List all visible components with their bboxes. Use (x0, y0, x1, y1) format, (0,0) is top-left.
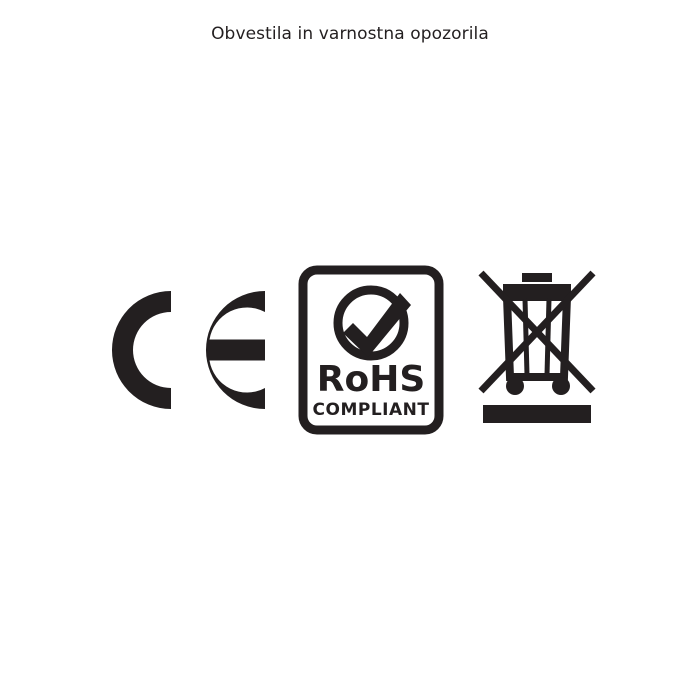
ce-marking-icon (99, 275, 269, 425)
rohs-compliant-icon (297, 265, 445, 435)
weee-mark (473, 265, 601, 435)
compliance-marks-row (0, 255, 700, 445)
rohs-mark (297, 265, 445, 435)
page-title: Obvestila in varnostna opozorila (211, 24, 489, 44)
crossed-out-wheelie-bin-icon (473, 265, 601, 435)
rohs-compliant-label: COMPLIANT (312, 400, 430, 420)
rohs-label: RoHS (316, 359, 426, 400)
ce-mark (99, 275, 269, 425)
